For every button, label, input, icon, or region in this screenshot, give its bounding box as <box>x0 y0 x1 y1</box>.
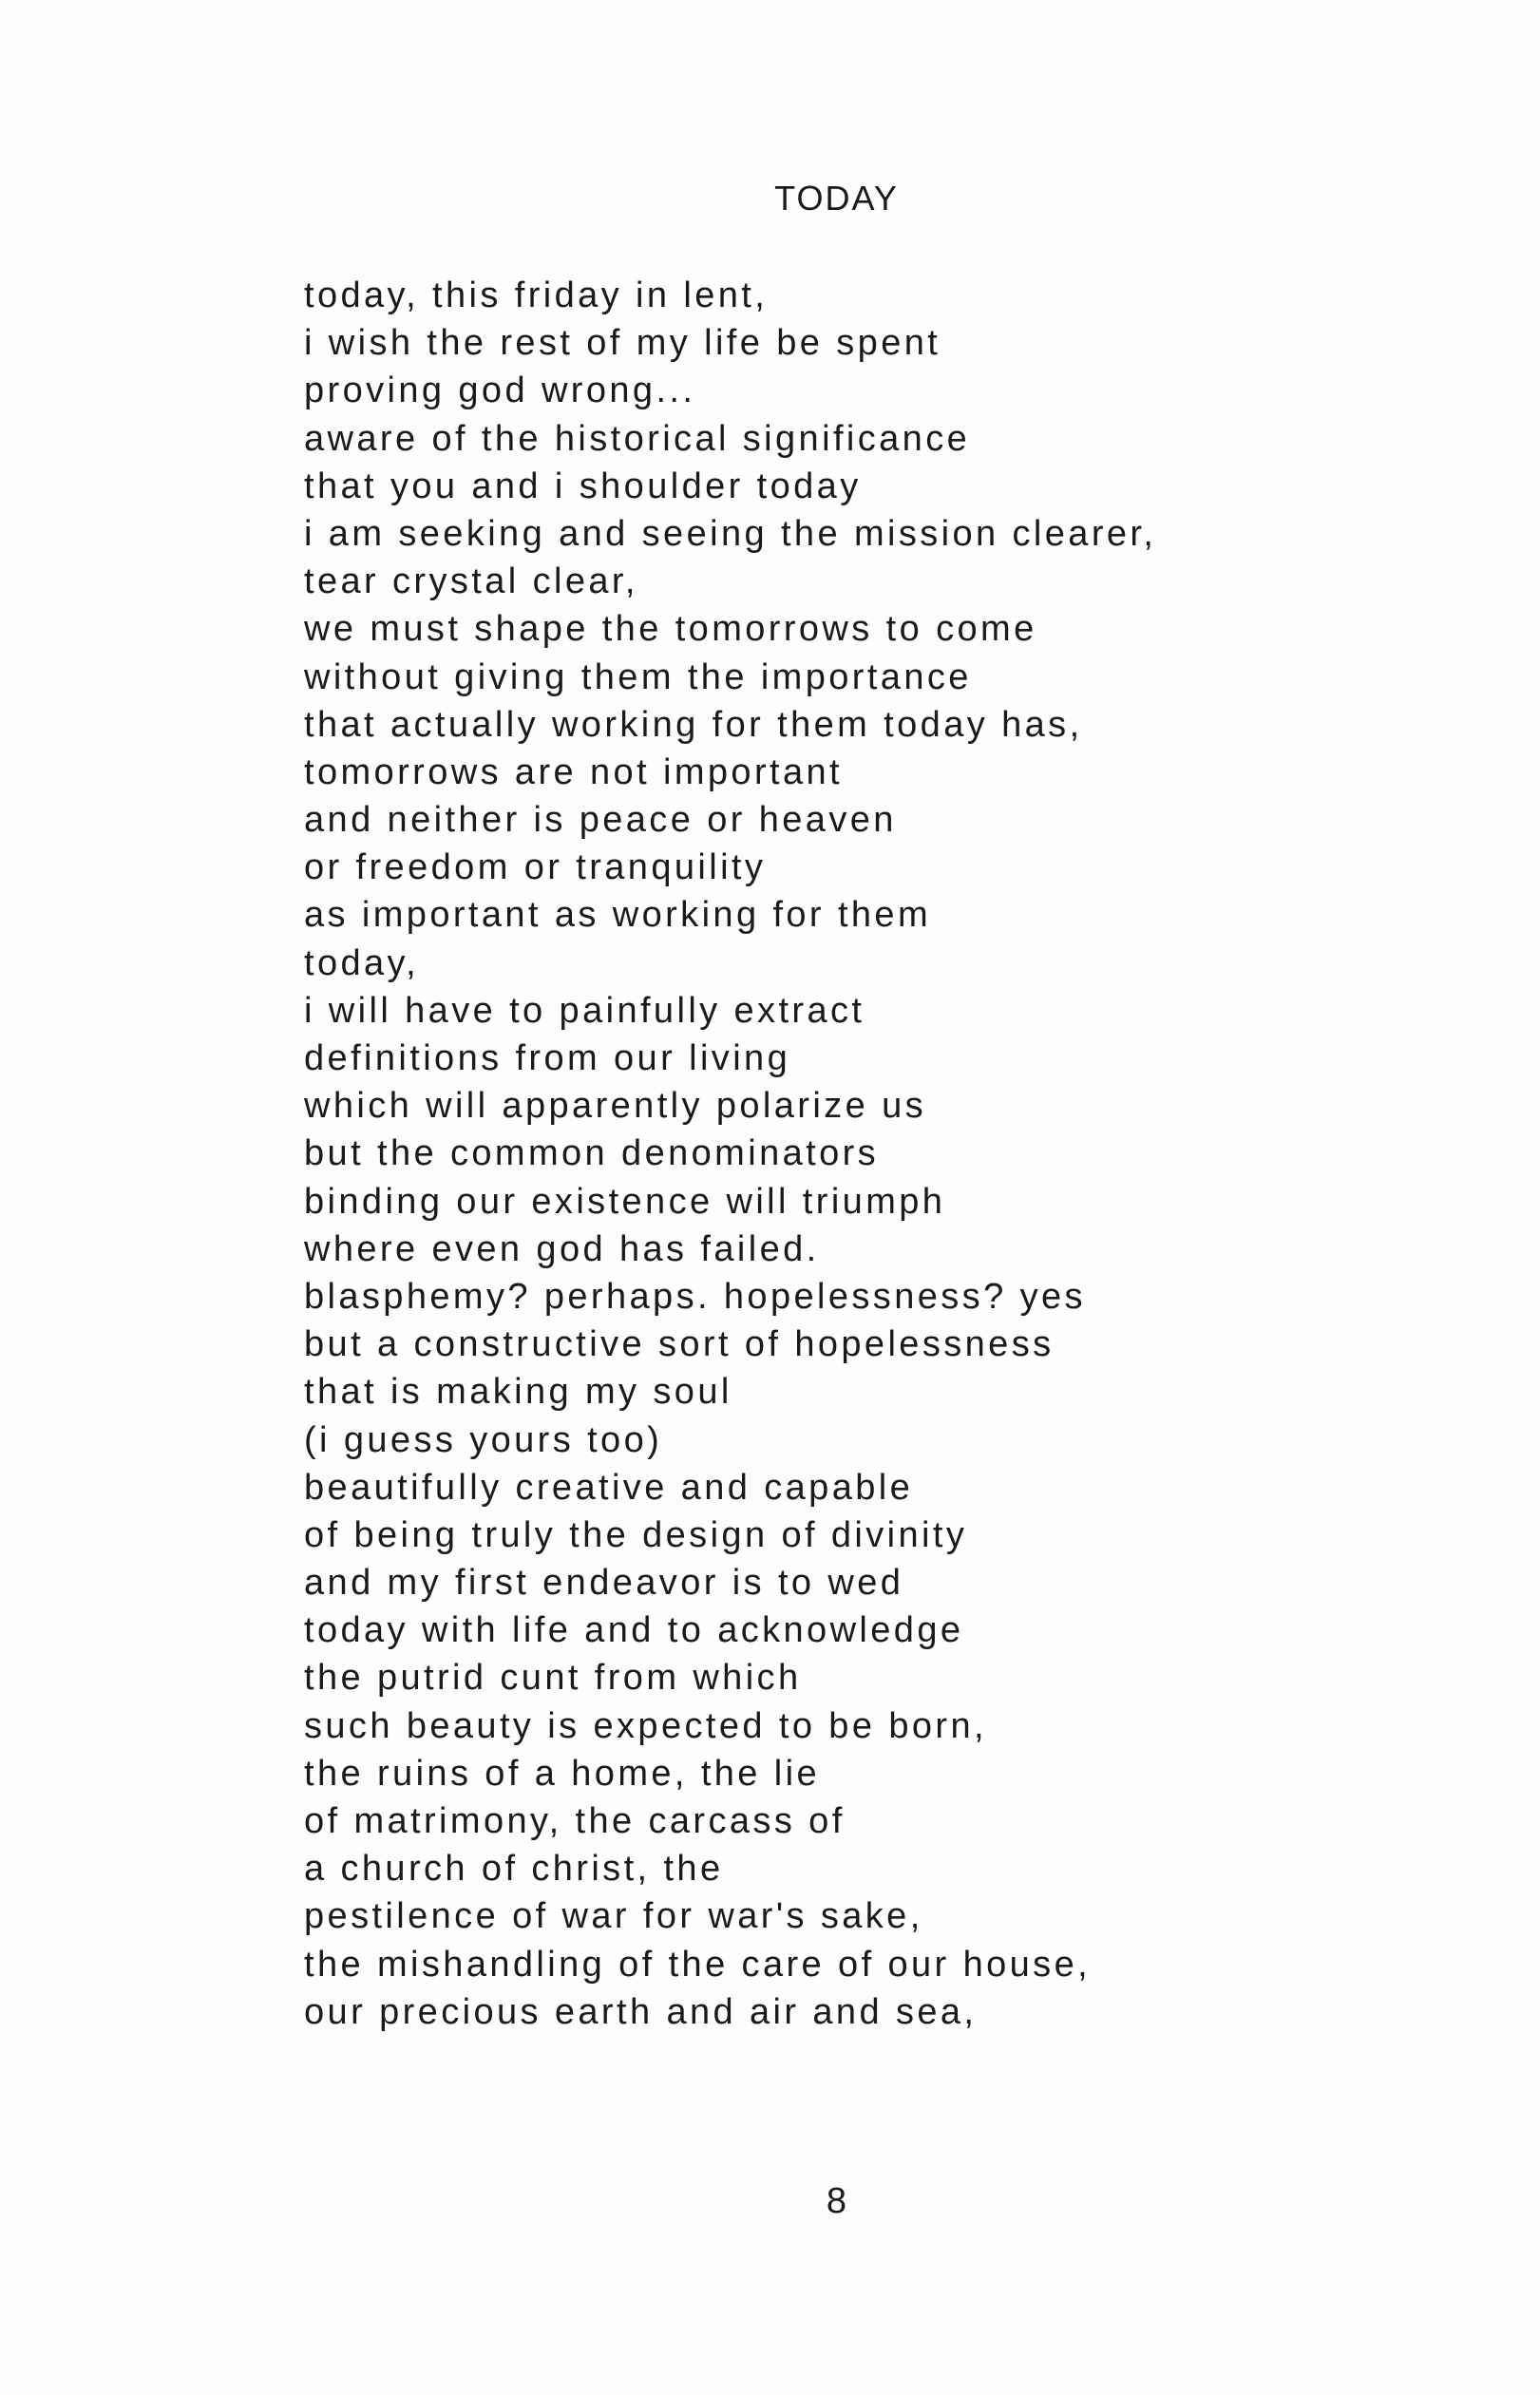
poem-body <box>304 272 1501 2036</box>
poem-line: of being truly the design of divinity <box>304 1514 968 1555</box>
poem-line: but the common denominators <box>304 1133 880 1174</box>
poem-line: that actually working for them today has, <box>304 704 1083 745</box>
poem-line: or freedom or tranquility <box>304 847 767 888</box>
poem-line: aware of the historical significance <box>304 418 971 459</box>
poem-title: TODAY <box>774 179 899 218</box>
poem-line: i am seeking and seeing the mission clearer, <box>304 513 1157 554</box>
poem-line: we must shape the tomorrows to come <box>304 609 1037 650</box>
poem-line: of matrimony, the carcass of <box>304 1801 846 1841</box>
poem-line: that is making my soul <box>304 1372 732 1413</box>
poem-line: i wish the rest of my life be spent <box>304 323 941 364</box>
poem-line: where even god has failed. <box>304 1228 820 1269</box>
poem-line: today, <box>304 942 420 983</box>
poem-line: that you and i shoulder today <box>304 466 862 506</box>
poem-line: such beauty is expected to be born, <box>304 1705 987 1746</box>
poem-line: blasphemy? perhaps. hopelessness? yes <box>304 1276 1086 1317</box>
poem-line: proving god wrong... <box>304 371 696 411</box>
poem-line: i will have to painfully extract <box>304 990 865 1031</box>
poem-line: and neither is peace or heaven <box>304 800 897 841</box>
page-number: 8 <box>826 2181 847 2221</box>
poem-line: which will apparently polarize us <box>304 1086 927 1127</box>
poem-line: beautifully creative and capable <box>304 1467 914 1508</box>
poem-line: the mishandling of the care of our house, <box>304 1944 1092 1985</box>
poem-line: today, this friday in lent, <box>304 276 769 315</box>
poem-line: tear crystal clear, <box>304 561 638 602</box>
poem-line: pestilence of war for war's sake, <box>304 1896 923 1937</box>
poem-line: but a constructive sort of hopelessness <box>304 1324 1055 1365</box>
poem-line: binding our existence will triumph <box>304 1181 946 1222</box>
poem-line: as important as working for them <box>304 895 932 936</box>
poem-line: tomorrows are not important <box>304 751 843 792</box>
poem-line: today with life and to acknowledge <box>304 1610 964 1651</box>
poem-line: definitions from our living <box>304 1038 791 1078</box>
poem-line: (i guess yours too) <box>304 1419 663 1460</box>
poem-line: the putrid cunt from which <box>304 1658 802 1699</box>
poem-line: without giving them the importance <box>304 656 972 697</box>
poem-line: a church of christ, the <box>304 1849 724 1890</box>
poem-line: and my first endeavor is to wed <box>304 1563 904 1604</box>
poem-line: the ruins of a home, the lie <box>304 1753 821 1794</box>
poem-line: our precious earth and air and sea, <box>304 1991 978 2032</box>
